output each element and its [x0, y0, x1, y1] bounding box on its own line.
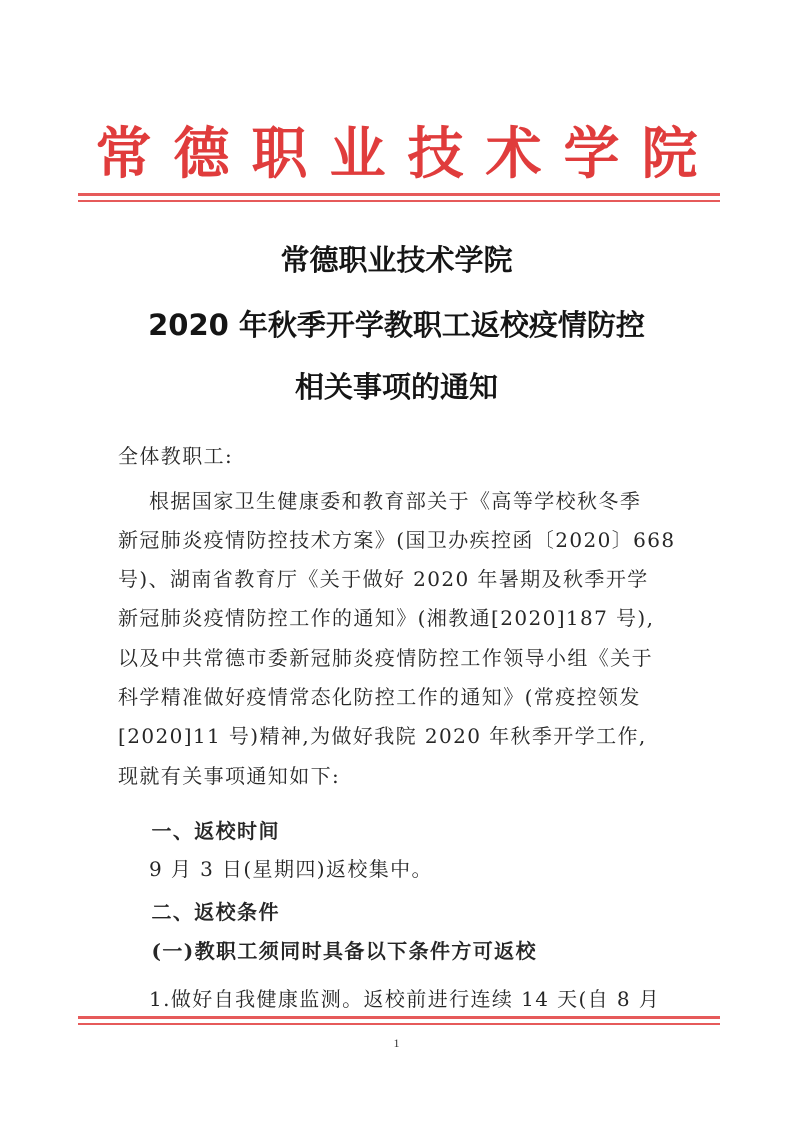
section-2-heading: 二、返校条件 — [118, 900, 280, 924]
footer-rule-bottom — [78, 1023, 720, 1025]
body-line: 现就有关事项通知如下: — [118, 764, 341, 788]
body-line: 新冠肺炎疫情防控技术方案》(国卫办疾控函〔2020〕668 — [118, 528, 676, 552]
masthead-rule-bottom — [78, 200, 720, 202]
page-number: 1 — [393, 1036, 400, 1050]
section-1-heading: 一、返校时间 — [118, 819, 280, 843]
body-line: 科学精准做好疫情常态化防控工作的通知》(常疫控领发 — [118, 685, 641, 709]
salutation: 全体教职工: — [118, 444, 234, 468]
masthead-rule-top — [78, 193, 720, 196]
body-line: 根据国家卫生健康委和教育部关于《高等学校秋冬季 — [118, 489, 642, 513]
body-line: 以及中共常德市委新冠肺炎疫情防控工作领导小组《关于 — [118, 646, 653, 670]
masthead: 常德职业技术学院 — [95, 121, 720, 187]
body-line: 新冠肺炎疫情防控工作的通知》(湘教通[2020]187 号), — [118, 606, 655, 630]
body-line: [2020]11 号)精神,为做好我院 2020 年秋季开学工作, — [118, 724, 647, 748]
body-line: 号)、湖南省教育厅《关于做好 2020 年暑期及秋季开学 — [118, 567, 649, 591]
title-line-1: 常德职业技术学院 — [280, 243, 513, 277]
section-2-item-1: 1.做好自我健康监测。返校前进行连续 14 天(自 8 月 — [118, 987, 661, 1011]
title-line-2: 2020 年秋季开学教职工返校疫情防控 — [148, 308, 645, 342]
section-1-text: 9 月 3 日(星期四)返校集中。 — [118, 857, 433, 881]
section-2-subheading: (一)教职工须同时具备以下条件方可返校 — [118, 939, 537, 963]
title-line-3: 相关事项的通知 — [294, 370, 498, 404]
footer-rule-top — [78, 1016, 720, 1019]
